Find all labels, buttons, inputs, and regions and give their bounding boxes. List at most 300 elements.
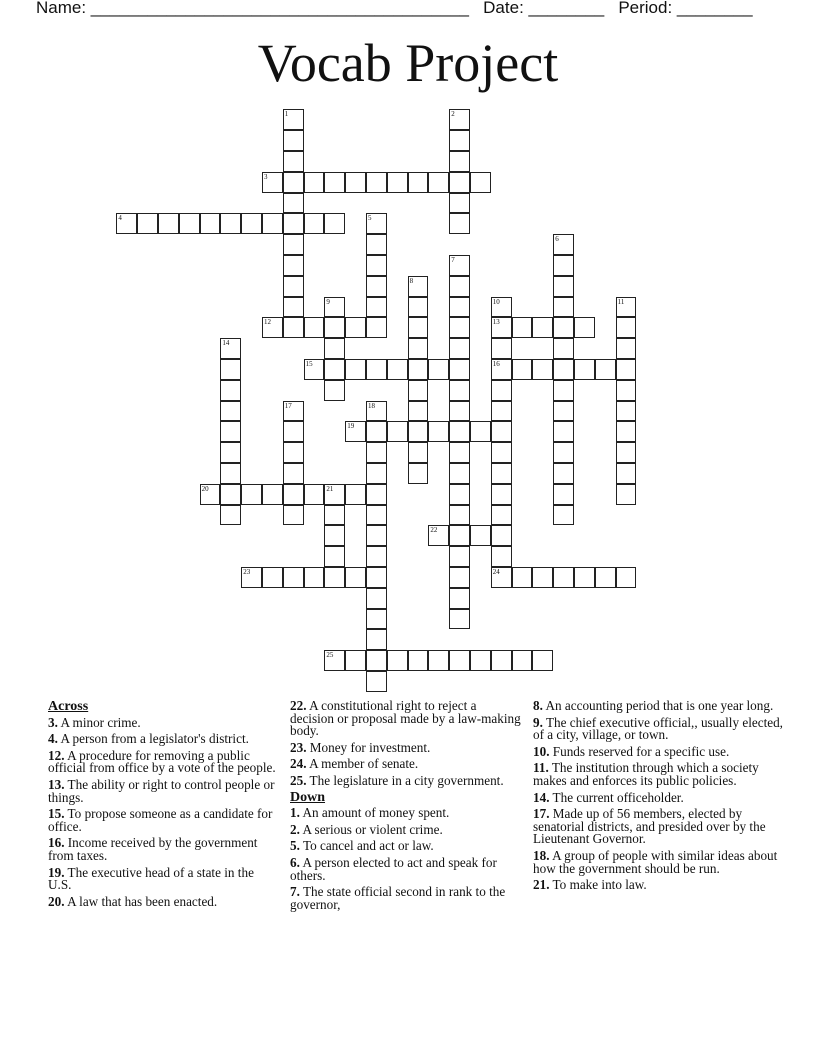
crossword-cell[interactable] [283,109,304,130]
crossword-cell[interactable] [304,317,325,338]
crossword-cell[interactable] [345,317,366,338]
crossword-cell[interactable] [491,546,512,567]
crossword-cell[interactable] [366,276,387,297]
crossword-cell[interactable] [449,213,470,234]
clue-number: 14. [533,789,550,805]
crossword-cell[interactable] [283,193,304,214]
crossword-cell[interactable] [366,401,387,422]
clue-number: 4 [118,214,122,223]
crossword-cell[interactable] [491,359,512,380]
crossword-cell[interactable] [366,525,387,546]
crossword-cell[interactable] [553,317,574,338]
crossword-cell[interactable] [366,546,387,567]
crossword-cell[interactable] [616,484,637,505]
crossword-cell[interactable] [283,421,304,442]
clue-number: 13. [48,776,65,792]
crossword-cell[interactable] [324,213,345,234]
crossword-cell[interactable] [366,671,387,692]
clue-text: A law that has been enacted. [67,893,218,909]
crossword-cell[interactable] [449,359,470,380]
crossword-cell[interactable] [324,505,345,526]
clue-number: 6 [555,235,559,244]
crossword-cell[interactable] [616,401,637,422]
crossword-cell[interactable] [408,401,429,422]
crossword-cell[interactable] [408,359,429,380]
crossword-cell[interactable] [179,213,200,234]
crossword-cell[interactable] [220,401,241,422]
crossword-cell[interactable] [220,359,241,380]
crossword-cell[interactable] [574,317,595,338]
crossword-cell[interactable] [283,463,304,484]
crossword-cell[interactable] [283,255,304,276]
across-clue [48,808,280,833]
crossword-cell[interactable] [553,380,574,401]
worksheet-header [36,0,753,18]
crossword-cell[interactable] [553,338,574,359]
crossword-cell[interactable] [262,213,283,234]
crossword-cell[interactable] [491,442,512,463]
clue-number: 1. [290,805,300,821]
clue-text: Funds reserved for a specific use. [552,743,730,759]
crossword-cell[interactable] [387,359,408,380]
crossword-cell[interactable] [491,484,512,505]
clue-text: A procedure for removing a public official from office by a vote of the people. [48,747,276,776]
clue-text: An amount of money spent. [302,805,450,821]
clue-number: 25 [326,651,334,660]
clue-text: The chief executive official,, usually elected, of a city, village, or town. [533,714,783,743]
across-clue [48,837,280,862]
clue-number: 21. [533,877,550,893]
clue-text: The institution through which a society makes and enforces its public policies. [533,760,759,788]
crossword-cell[interactable] [262,567,283,588]
crossword-cell[interactable] [532,650,553,671]
crossword-cell[interactable] [408,276,429,297]
clue-text: The ability or right to control people or things. [48,776,275,805]
crossword-cell[interactable] [304,359,325,380]
crossword-cell[interactable] [283,213,304,234]
clue-number: 15 [305,360,313,368]
crossword-cell[interactable] [324,317,345,338]
across-clue [48,776,280,805]
name-field[interactable]: Name: ________________________________________ [36,0,469,17]
crossword-cell[interactable] [532,359,553,380]
crossword-cell[interactable] [491,297,512,318]
across-clue [48,893,280,909]
crossword-cell[interactable] [449,109,470,130]
crossword-cell[interactable] [616,380,637,401]
period-field[interactable]: Period: ________ [618,0,753,17]
down-clue [290,854,522,883]
clue-number: 19. [48,864,65,880]
clue-number: 20. [48,893,65,909]
across-clue [290,758,522,771]
clue-number: 16 [492,360,500,368]
crossword-cell[interactable] [366,255,387,276]
crossword-cell[interactable] [616,442,637,463]
crossword-cell[interactable] [553,276,574,297]
crossword-cell[interactable] [470,421,491,442]
crossword-cell[interactable] [574,567,595,588]
crossword-cell[interactable] [449,130,470,151]
crossword-cell[interactable] [408,380,429,401]
crossword-cell[interactable] [616,297,637,318]
crossword-cell[interactable] [345,484,366,505]
crossword-cell[interactable] [491,380,512,401]
clue-number: 21 [326,484,334,493]
clue-text: A member of senate. [309,756,419,772]
crossword-cell[interactable] [512,359,533,380]
crossword-cell[interactable] [470,650,491,671]
down-clue [533,700,783,713]
page-title: Vocab Project [257,33,559,93]
crossword-cell[interactable] [241,567,262,588]
clue-number: 7. [290,884,300,900]
crossword-cell[interactable] [366,213,387,234]
clue-number: 11 [617,297,625,306]
clue-number: 8 [409,276,414,285]
down-clue [533,879,783,892]
clues-column-1 [48,700,280,912]
clue-number: 24 [492,568,500,576]
clue-text: To make into law. [552,877,647,893]
crossword-cell[interactable] [595,567,616,588]
crossword-cell[interactable] [387,650,408,671]
clue-number: 9. [533,714,543,730]
crossword-cell[interactable] [449,588,470,609]
crossword-cell[interactable] [366,234,387,255]
crossword-cell[interactable] [366,463,387,484]
clue-text: A minor crime. [60,714,141,730]
crossword-cell[interactable] [304,172,325,193]
crossword-cell[interactable] [283,234,304,255]
crossword-cell[interactable] [283,442,304,463]
down-clue [533,714,783,743]
crossword-cell[interactable] [262,484,283,505]
clue-number: 6. [290,854,300,870]
crossword-cell[interactable] [449,609,470,630]
clue-number: 17. [533,806,550,822]
down-clue [290,840,522,853]
crossword-cell[interactable] [220,442,241,463]
crossword-cell[interactable] [324,525,345,546]
crossword-cell[interactable] [220,380,241,401]
clue-number: 20 [201,484,209,493]
crossword-cell[interactable] [324,172,345,193]
crossword-cell[interactable] [428,525,449,546]
clue-text: The executive head of a state in the U.S. [48,864,254,893]
crossword-cell[interactable] [283,484,304,505]
clue-number: 9 [326,297,330,306]
clue-number: 7 [451,256,455,264]
clue-number: 12 [264,318,271,327]
crossword-cell[interactable] [449,276,470,297]
crossword-cell[interactable] [616,317,637,338]
clue-text: Income received by the government from taxes. [48,835,258,863]
crossword-cell[interactable] [366,567,387,588]
down-clue [290,886,522,911]
crossword-cell[interactable] [283,151,304,172]
clues-column-2 [290,700,522,915]
crossword-cell[interactable] [366,297,387,318]
crossword-cell[interactable] [491,567,512,588]
crossword-cell[interactable] [553,567,574,588]
crossword-cell[interactable] [553,463,574,484]
crossword-cell[interactable] [449,317,470,338]
crossword-cell[interactable] [324,567,345,588]
across-clue [290,772,522,788]
clue-text: A person from a legislator's district. [60,731,249,747]
crossword-cell[interactable] [532,317,553,338]
clue-number: 16. [48,835,65,851]
crossword-cell[interactable] [616,359,637,380]
clue-number: 5. [290,838,300,854]
crossword-cell[interactable] [449,255,470,276]
crossword-cell[interactable] [366,484,387,505]
crossword-cell[interactable] [449,442,470,463]
crossword-cell[interactable] [449,505,470,526]
crossword-cell[interactable] [324,297,345,318]
crossword-cell[interactable] [137,213,158,234]
date-field[interactable]: Date: ________ [483,0,605,17]
clue-number: 10. [533,743,550,759]
clue-number: 17 [284,401,292,410]
crossword-cell[interactable] [283,276,304,297]
crossword-cell[interactable] [491,421,512,442]
clue-text: The state official second in rank to the governor, [290,884,506,912]
crossword-cell[interactable] [387,421,408,442]
crossword-cell[interactable] [470,525,491,546]
crossword-cell[interactable] [428,421,449,442]
crossword-cell[interactable] [387,172,408,193]
clue-text: Made up of 56 members, elected by senatorial districts, and presided over by the Lieutenant Governor. [533,806,766,847]
crossword-cell[interactable] [324,380,345,401]
clue-number: 3 [264,172,268,181]
down-heading: Down [290,789,326,805]
crossword-cell[interactable] [595,359,616,380]
crossword-cell[interactable] [283,130,304,151]
crossword-cell[interactable] [449,567,470,588]
crossword-cell[interactable] [449,525,470,546]
crossword-cell[interactable] [366,442,387,463]
clue-number: 4. [48,731,58,747]
across-clue [48,864,280,893]
crossword-cell[interactable] [408,650,429,671]
crossword-cell[interactable] [200,484,221,505]
crossword-cell[interactable] [553,255,574,276]
clue-text: To propose someone as a candidate for office. [48,806,273,834]
clue-number: 2. [290,821,300,837]
down-clue [533,743,783,759]
crossword-cell[interactable] [283,172,304,193]
crossword-cell[interactable] [324,359,345,380]
crossword-cell[interactable] [491,525,512,546]
crossword-cell[interactable] [553,359,574,380]
crossword-cell[interactable] [491,463,512,484]
clue-text: The legislature in a city government. [309,772,504,788]
crossword-cell[interactable] [283,317,304,338]
down-clue [290,807,522,820]
crossword-cell[interactable] [616,567,637,588]
down-clue [533,762,783,787]
crossword-cell[interactable] [408,172,429,193]
crossword-cell[interactable] [553,297,574,318]
clue-text: A person elected to act and speak for others. [290,854,497,883]
crossword-cell[interactable] [283,297,304,318]
crossword-cell[interactable] [220,213,241,234]
crossword-cell[interactable] [366,629,387,650]
clue-number: 23 [243,568,251,576]
crossword-cell[interactable] [616,421,637,442]
across-clue [290,700,522,738]
clues-column-3 [533,700,783,896]
crossword-cell[interactable] [449,380,470,401]
crossword-cell[interactable] [553,401,574,422]
crossword-cell[interactable] [366,650,387,671]
crossword-cell[interactable] [324,650,345,671]
crossword-cell[interactable] [366,609,387,630]
clue-number: 24. [290,756,307,772]
clue-number: 19 [347,422,355,431]
crossword-cell[interactable] [491,505,512,526]
crossword-cell[interactable] [220,421,241,442]
crossword-cell[interactable] [449,193,470,214]
clue-number: 14 [222,339,230,348]
clue-number: 8. [533,698,543,713]
crossword-cell[interactable] [574,359,595,380]
crossword-cell[interactable] [345,650,366,671]
crossword-cell[interactable] [408,317,429,338]
crossword-cell[interactable] [200,213,221,234]
crossword-cell[interactable] [220,484,241,505]
crossword-cell[interactable] [512,650,533,671]
crossword-cell[interactable] [449,484,470,505]
clue-number: 22. [290,698,307,713]
crossword-cell[interactable] [470,172,491,193]
clue-number: 13 [492,318,500,327]
crossword-cell[interactable] [158,213,179,234]
crossword-cell[interactable] [366,172,387,193]
clue-number: 12. [48,747,65,763]
clue-number: 25. [290,772,307,788]
crossword-cell[interactable] [449,338,470,359]
clue-text: A group of people with similar ideas about how the government should be run. [533,847,778,876]
crossword-cell[interactable] [491,338,512,359]
crossword-cell[interactable] [304,484,325,505]
clue-text: The current officeholder. [552,789,684,805]
crossword-cell[interactable] [408,421,429,442]
crossword-cell[interactable] [283,567,304,588]
crossword-cell[interactable] [512,567,533,588]
clue-number: 10 [492,297,500,306]
crossword-cell[interactable] [408,297,429,318]
crossword-cell[interactable] [408,442,429,463]
crossword-cell[interactable] [366,505,387,526]
crossword-cell[interactable] [116,213,137,234]
clue-text: Money for investment. [309,739,431,755]
crossword-cell[interactable] [262,317,283,338]
crossword-cell[interactable] [283,505,304,526]
down-clue [533,808,783,846]
crossword-cell[interactable] [616,338,637,359]
crossword-cell[interactable] [408,338,429,359]
crossword-cell[interactable] [616,463,637,484]
crossword-cell[interactable] [449,172,470,193]
crossword-cell[interactable] [553,421,574,442]
crossword-cell[interactable] [304,567,325,588]
crossword-cell[interactable] [449,151,470,172]
clue-number: 22 [430,526,438,535]
crossword-cell[interactable] [553,234,574,255]
crossword-cell[interactable] [324,546,345,567]
crossword-cell[interactable] [553,484,574,505]
crossword-cell[interactable] [324,484,345,505]
crossword-cell[interactable] [491,401,512,422]
crossword-cell[interactable] [283,401,304,422]
crossword-cell[interactable] [220,338,241,359]
crossword-cell[interactable] [304,213,325,234]
crossword-cell[interactable] [366,588,387,609]
clue-number: 1 [284,110,289,119]
clue-text: To cancel and act or law. [302,838,434,854]
crossword-cell[interactable] [512,317,533,338]
crossword-cell[interactable] [449,421,470,442]
across-clue [48,714,280,730]
across-heading: Across [48,699,89,714]
down-clue [290,821,522,837]
crossword-cell[interactable] [491,650,512,671]
crossword-cell[interactable] [241,213,262,234]
crossword-cell[interactable] [449,546,470,567]
down-clue [533,789,783,805]
crossword-cell[interactable] [553,505,574,526]
crossword-cell[interactable] [220,505,241,526]
crossword-cell[interactable] [449,463,470,484]
crossword-cell[interactable] [366,359,387,380]
clue-number: 18 [368,401,375,410]
clue-number: 18. [533,847,550,863]
crossword-cell[interactable] [345,172,366,193]
crossword-cell[interactable] [428,650,449,671]
across-clue [48,733,280,746]
crossword-cell[interactable] [241,484,262,505]
crossword-cell[interactable] [366,421,387,442]
clue-number: 23. [290,739,307,755]
crossword-cell[interactable] [449,401,470,422]
crossword-cell[interactable] [491,317,512,338]
crossword-cell[interactable] [324,338,345,359]
crossword-cell[interactable] [345,359,366,380]
crossword-cell[interactable] [532,567,553,588]
clue-text: An accounting period that is one year long. [545,698,774,713]
clue-number: 15. [48,806,65,822]
crossword-cell[interactable] [345,567,366,588]
clue-number: 11. [533,760,549,776]
crossword-cell[interactable] [408,463,429,484]
across-clue [290,739,522,755]
across-clue [48,747,280,776]
crossword-cell[interactable] [449,650,470,671]
clue-text: A serious or violent crime. [302,821,443,837]
crossword-cell[interactable] [220,463,241,484]
clue-number: 2 [451,110,455,119]
crossword-cell[interactable] [553,442,574,463]
crossword-cell[interactable] [449,297,470,318]
crossword-cell[interactable] [428,172,449,193]
crossword-cell[interactable] [345,421,366,442]
crossword-cell[interactable] [262,172,283,193]
crossword-cell[interactable] [428,359,449,380]
crossword-cell[interactable] [366,317,387,338]
